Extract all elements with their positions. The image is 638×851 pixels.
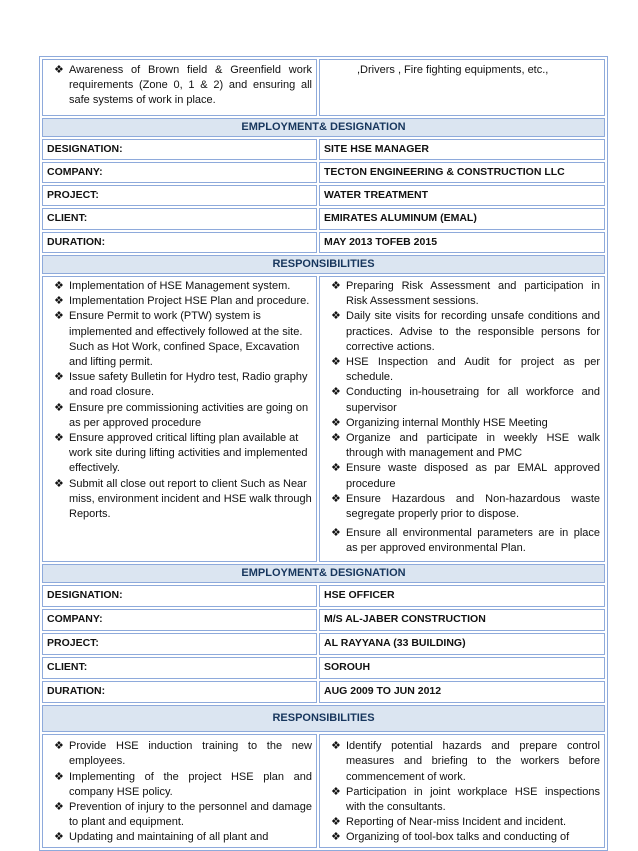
list-item xyxy=(47,294,312,309)
list-item-text: Preparing Risk Assessment and participation in Risk Assessment sessions. xyxy=(346,280,600,308)
responsibilities-header-1: RESPONSIBILITIES xyxy=(42,255,605,274)
continued-right-text: ,Drivers , Fire fighting equipments, etc., xyxy=(357,64,549,76)
list-item-text: Participation in joint workplace HSE inspections with the consultants. xyxy=(346,785,600,813)
list-item-text: Organize and participate in weekly HSE walk through with management and PMC xyxy=(346,432,600,460)
field-value: EMIRATES ALUMINUM (EMAL) xyxy=(319,208,605,229)
diamond-bullet-icon: ❖ xyxy=(331,280,341,293)
table-row xyxy=(42,185,605,206)
list-item xyxy=(47,477,312,523)
responsibilities-header-2: RESPONSIBILITIES xyxy=(42,705,605,732)
list-item-text: Ensure Permit to work (PTW) system is implemented and effectively followed at the site. Such as Hot Work, confined Space, Excavation and lifting permit. xyxy=(69,310,303,369)
diamond-bullet-icon: ❖ xyxy=(54,401,64,414)
list-item xyxy=(324,385,600,415)
field-value: HSE OFFICER xyxy=(319,585,605,607)
continued-left-cell xyxy=(42,59,317,116)
list-item-text: Prevention of injury to the personnel and damage to plant and equipment. xyxy=(69,800,312,829)
list-item-text: Implementing of the project HSE plan and company HSE policy. xyxy=(69,770,312,798)
field-value: TECTON ENGINEERING & CONSTRUCTION LLC xyxy=(319,162,605,183)
list-item-text: Submit all close out report to client Such as Near miss, environment incident and HSE walk through Reports. xyxy=(69,477,312,521)
diamond-bullet-icon: ❖ xyxy=(54,280,64,293)
responsibilities-right-1 xyxy=(319,276,605,562)
employment-header-2: EMPLOYMENT& DESIGNATION xyxy=(42,564,605,583)
list-item xyxy=(47,830,312,845)
list-item-text: Ensure all environmental parameters are in place as per approved environmental Plan. xyxy=(346,527,600,555)
list-item xyxy=(47,739,312,769)
list-item xyxy=(324,309,600,355)
list-item-text: Updating and maintaining of all plant and xyxy=(69,831,269,844)
list-item-text: Ensure pre commissioning activities are going on as per approved procedure xyxy=(69,401,309,429)
list-item xyxy=(324,739,600,785)
list-item-text: Organizing internal Monthly HSE Meeting xyxy=(346,416,548,429)
list-item-text: Conducting in-housetraing for all workforce and supervisor xyxy=(346,386,600,414)
list-item-text: Implementation of HSE Management system. xyxy=(69,280,291,293)
list-item-text: Reporting of Near-miss Incident and incident. xyxy=(346,816,567,829)
list-item-text: Organizing of tool-box talks and conducting of xyxy=(346,831,570,844)
diamond-bullet-icon: ❖ xyxy=(54,477,64,490)
list-item-text: Ensure waste disposed as par EMAL approved procedure xyxy=(346,462,600,490)
resume-table xyxy=(39,56,608,851)
list-item xyxy=(324,416,600,431)
table-row xyxy=(42,585,605,607)
list-item-text: Identify potential hazards and prepare control measures and briefing to the workers before commencement of work. xyxy=(346,740,600,783)
list-item-text: Ensure approved critical lifting plan available at work site during lifting activities and implemented effectively. xyxy=(69,432,308,475)
list-item xyxy=(47,431,312,477)
diamond-bullet-icon: ❖ xyxy=(331,492,341,505)
field-label: DESIGNATION: xyxy=(42,139,317,160)
list-item xyxy=(324,785,600,815)
list-item-text: Provide HSE induction training to the new employees. xyxy=(69,740,312,768)
diamond-bullet-icon: ❖ xyxy=(54,740,64,753)
diamond-bullet-icon: ❖ xyxy=(331,416,341,429)
list-item xyxy=(324,815,600,830)
table-row xyxy=(42,657,605,679)
table-row xyxy=(42,609,605,631)
table-row xyxy=(42,162,605,183)
diamond-bullet-icon: ❖ xyxy=(331,310,341,323)
field-label: DURATION: xyxy=(42,681,317,703)
list-item xyxy=(324,431,600,461)
list-item xyxy=(324,830,600,845)
diamond-bullet-icon: ❖ xyxy=(331,356,341,369)
field-label: COMPANY: xyxy=(42,609,317,631)
field-label: PROJECT: xyxy=(42,185,317,206)
list-item xyxy=(324,492,600,522)
diamond-bullet-icon: ❖ xyxy=(54,800,64,813)
continued-right-cell xyxy=(319,59,605,116)
list-item xyxy=(47,370,312,400)
list-item-text: Ensure Hazardous and Non-hazardous waste segregate properly prior to dispose. xyxy=(346,492,600,521)
list-item-text: Daily site visits for recording unsafe conditions and practices. Advise to the responsible persons for corrective actions. xyxy=(346,310,600,353)
responsibilities-row-2 xyxy=(42,734,605,847)
list-item xyxy=(324,355,600,385)
list-item xyxy=(47,279,312,294)
diamond-bullet-icon: ❖ xyxy=(54,295,64,308)
field-value: M/S AL-JABER CONSTRUCTION xyxy=(319,609,605,631)
list-item xyxy=(47,770,312,800)
field-value: SOROUH xyxy=(319,657,605,679)
table-row xyxy=(42,139,605,160)
list-item xyxy=(47,63,312,109)
responsibilities-left-1 xyxy=(42,276,317,562)
field-value: SITE HSE MANAGER xyxy=(319,139,605,160)
diamond-bullet-icon: ❖ xyxy=(331,432,341,445)
list-item xyxy=(47,401,312,431)
field-value: WATER TREATMENT xyxy=(319,185,605,206)
list-item-text: Issue safety Bulletin for Hydro test, Radio graphy and road closure. xyxy=(69,371,308,399)
responsibilities-right-2 xyxy=(319,734,605,847)
employment-header-1: EMPLOYMENT& DESIGNATION xyxy=(42,118,605,137)
field-label: CLIENT: xyxy=(42,657,317,679)
list-item-text: Awareness of Brown field & Greenfield work requirements (Zone 0, 1 & 2) and ensuring all safe systems of work in place. xyxy=(69,64,312,107)
list-item xyxy=(47,309,312,370)
diamond-bullet-icon: ❖ xyxy=(331,785,341,798)
field-value: MAY 2013 TOFEB 2015 xyxy=(319,232,605,253)
list-item xyxy=(324,461,600,491)
field-value: AUG 2009 TO JUN 2012 xyxy=(319,681,605,703)
continued-row xyxy=(42,59,605,116)
field-label: CLIENT: xyxy=(42,208,317,229)
table-row xyxy=(42,232,605,253)
table-row xyxy=(42,681,605,703)
diamond-bullet-icon: ❖ xyxy=(54,770,64,783)
field-label: DESIGNATION: xyxy=(42,585,317,607)
field-label: PROJECT: xyxy=(42,633,317,655)
field-label: COMPANY: xyxy=(42,162,317,183)
list-item-text: HSE Inspection and Audit for project as per schedule. xyxy=(346,356,600,384)
diamond-bullet-icon: ❖ xyxy=(54,371,64,384)
list-item xyxy=(324,526,600,556)
diamond-bullet-icon: ❖ xyxy=(54,310,64,323)
diamond-bullet-icon: ❖ xyxy=(54,64,64,76)
diamond-bullet-icon: ❖ xyxy=(331,816,341,829)
diamond-bullet-icon: ❖ xyxy=(331,462,341,475)
resume-page xyxy=(39,56,608,851)
diamond-bullet-icon: ❖ xyxy=(331,740,341,753)
table-row xyxy=(42,208,605,229)
responsibilities-row-1 xyxy=(42,276,605,562)
diamond-bullet-icon: ❖ xyxy=(331,527,341,540)
table-row xyxy=(42,633,605,655)
field-value: AL RAYYANA (33 BUILDING) xyxy=(319,633,605,655)
list-item xyxy=(324,279,600,309)
field-label: DURATION: xyxy=(42,232,317,253)
diamond-bullet-icon: ❖ xyxy=(54,432,64,445)
diamond-bullet-icon: ❖ xyxy=(331,831,341,844)
list-item-text: Implementation Project HSE Plan and procedure. xyxy=(69,295,310,308)
responsibilities-left-2 xyxy=(42,734,317,847)
diamond-bullet-icon: ❖ xyxy=(331,386,341,399)
diamond-bullet-icon: ❖ xyxy=(54,831,64,844)
